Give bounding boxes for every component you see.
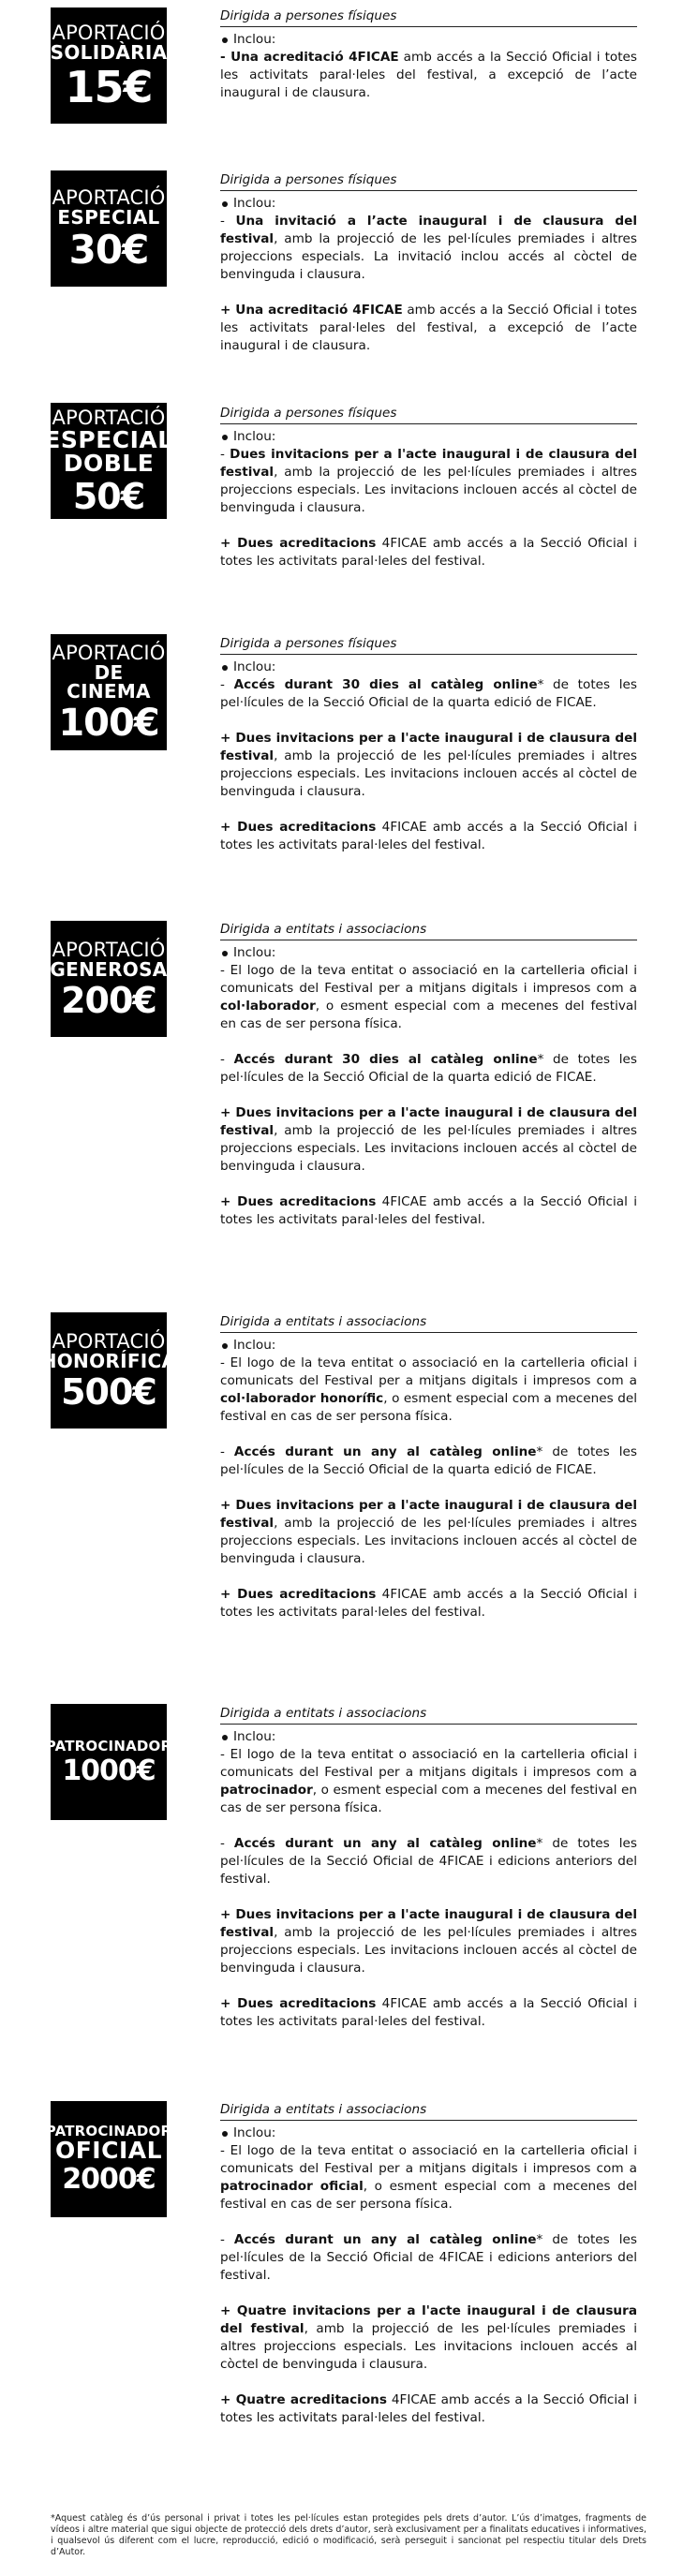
badge-label: PATROCINADOR — [45, 1737, 172, 1754]
benefit-highlight: + Dues acreditacions — [220, 1194, 377, 1209]
benefit-item — [220, 49, 637, 102]
badge-amount: 30€ — [68, 226, 149, 273]
benefit-text: - — [220, 1444, 234, 1459]
benefit-text: , amb la projecció de les pel·lícules premiades i altres projeccions especials. Les invitacions inclouen accés al còctel de benvinguda i clausura. — [220, 465, 637, 515]
benefit-item — [220, 1906, 637, 1977]
benefit-item — [220, 1497, 637, 1568]
benefit-highlight: + Dues invitacions per a l'acte inaugural i de clausura del festival — [220, 1105, 637, 1138]
benefit-item — [220, 962, 637, 1033]
includes-heading: Inclou: — [220, 1728, 637, 1746]
badge-label: DE CINEMA — [67, 660, 151, 703]
badge-amount: 500€ — [61, 1370, 156, 1413]
benefit-text: * de totes les pel·lícules de la Secció Oficial de la quarta edició de FICAE. — [220, 677, 637, 710]
tier-details — [220, 7, 637, 120]
target-audience: Dirigida a entitats i associacions — [220, 1313, 637, 1333]
benefit-text: 4FICAE amb accés a la Secció Oficial i totes les activitats paral·leles del festival. — [220, 1194, 638, 1227]
tier-badge — [40, 1312, 177, 1429]
footnote: *Aquest catàleg és d’ús personal i privat i totes les pel·lícules estan protegides pels drets d’autor. L’ús d’imatges, fragments de vídeos i altre material que sigui objecte de protecció dels drets d’autor, serà exclusivament per a finalitats educatives i informatives, i qualsevol ús diferent com el lucre, reproducció, edició o modificació, serà perseguit i sancionat pel respectiu titular dels Drets d’Autor. — [51, 2513, 646, 2557]
benefit-item — [220, 2231, 637, 2285]
badge-label: ESPECIAL — [44, 425, 173, 453]
benefit-text: 4FICAE amb accés a la Secció Oficial i totes les activitats paral·leles del festival. — [220, 1996, 638, 2029]
benefit-text: , amb la projecció de les pel·lícules premiades i altres projeccions especials. Les invitacions inclouen accés al còctel de benvinguda i clausura. — [220, 1123, 637, 1174]
badge-label: HONORÍFICA — [40, 1349, 177, 1372]
benefit-item — [220, 819, 637, 854]
tier-details — [220, 1313, 637, 1639]
tier-details — [220, 921, 637, 1247]
benefit-highlight: + Dues invitacions per a l'acte inaugural i de clausura del festival — [220, 1907, 637, 1940]
benefit-text: - — [220, 1836, 234, 1851]
benefit-highlight: + Dues acreditacions — [220, 1996, 377, 2011]
benefit-text: - — [220, 677, 234, 692]
benefit-text: 4FICAE amb accés a la Secció Oficial i totes les activitats paral·leles del festival. — [220, 820, 638, 852]
benefit-text: , amb la projecció de les pel·lícules premiades i altres projeccions especials. La invitació inclou accés al còctel de benvinguda i clausura. — [220, 231, 637, 282]
benefit-highlight: col·laborador honorífic — [220, 1391, 384, 1406]
benefit-item — [220, 535, 637, 570]
badge-label: APORTACIÓ — [52, 641, 166, 664]
benefit-highlight: + Dues acreditacions — [220, 536, 377, 551]
benefit-text: - El logo de la teva entitat o associació en la cartelleria oficial i comunicats del Festival per a mitjans digitals i impresos com a — [220, 1747, 637, 1780]
benefit-item — [220, 1586, 637, 1621]
includes-heading: Inclou: — [220, 944, 637, 962]
benefit-text: , o esment especial com a mecenes del festival en cas de ser persona física. — [220, 2179, 637, 2212]
benefit-item — [220, 302, 637, 355]
benefit-highlight: + Quatre invitacions per a l'acte inaugural i de clausura del festival — [220, 2303, 637, 2336]
target-audience: Dirigida a persones físiques — [220, 635, 637, 655]
badge-label: APORTACIÓ — [52, 185, 166, 209]
badge-amount: 2000€ — [62, 2163, 156, 2196]
benefit-highlight: + Quatre acreditacions — [220, 2392, 387, 2407]
benefit-item — [220, 1835, 637, 1888]
benefit-highlight: col·laborador — [220, 999, 316, 1014]
benefit-text: 4FICAE amb accés a la Secció Oficial i totes les activitats paral·leles del festival. — [220, 536, 638, 569]
benefit-highlight: Accés durant 30 dies al catàleg online — [233, 677, 538, 692]
benefit-text: , amb la projecció de les pel·lícules premiades i altres projeccions especials. Les invitacions inclouen accés al còctel de benvinguda i clausura. — [220, 2321, 637, 2372]
benefit-text: * de totes les pel·lícules de la Secció Oficial de 4FICAE i edicions anteriors del festival. — [220, 2232, 637, 2283]
badge-label: OFICIAL — [54, 2137, 163, 2164]
benefit-item — [220, 213, 637, 284]
benefit-highlight: + Dues acreditacions — [220, 1587, 377, 1602]
tier-badge — [51, 634, 167, 750]
tier-badge — [51, 921, 167, 1037]
benefit-text: - El logo de la teva entitat o associació en la cartelleria oficial i comunicats del Festival per a mitjans digitals i impresos com a — [220, 2143, 637, 2176]
benefit-item — [220, 676, 637, 712]
benefit-highlight: Accés durant 30 dies al catàleg online — [233, 1052, 538, 1067]
benefit-text: , o esment especial com a mecenes del festival en cas de ser persona física. — [220, 999, 637, 1031]
benefit-text: - — [220, 214, 236, 229]
tier-details — [220, 2101, 637, 2445]
badge-label: SOLIDÀRIA — [50, 40, 168, 64]
includes-heading: Inclou: — [220, 659, 637, 676]
tier-badge — [45, 2101, 172, 2217]
benefit-highlight: Accés durant un any al catàleg online — [233, 2232, 537, 2247]
tier-details — [220, 171, 637, 373]
benefit-highlight: Accés durant un any al catàleg online — [233, 1444, 537, 1459]
benefit-highlight: patrocinador — [220, 1783, 313, 1798]
benefit-text: - — [220, 447, 230, 462]
benefit-text: , o esment especial com a mecenes del festival en cas de ser persona física. — [220, 1391, 637, 1424]
badge-amount: 1000€ — [62, 1754, 156, 1787]
benefit-text: amb accés a la Secció Oficial i totes les activitats paral·leles del festival, a excepció de l’acte inaugural i de clausura. — [220, 50, 637, 100]
benefit-item — [220, 1104, 637, 1176]
badge-label: GENEROSA — [50, 957, 168, 981]
badge-label: APORTACIÓ — [52, 406, 166, 429]
target-audience: Dirigida a entitats i associacions — [220, 921, 637, 940]
benefit-highlight: Dues invitacions per a l'acte inaugural i de clausura del festival — [220, 447, 637, 480]
badge-label: APORTACIÓ — [52, 938, 166, 961]
badge-amount: 100€ — [58, 701, 159, 745]
benefit-text: * de totes les pel·lícules de la Secció Oficial de 4FICAE i edicions anteriors del festival. — [220, 1836, 637, 1887]
benefit-item — [220, 446, 637, 517]
benefit-highlight: + Una acreditació 4FICAE — [220, 303, 403, 318]
benefit-highlight: + Dues invitacions per a l'acte inaugural i de clausura del festival — [220, 1498, 637, 1531]
tier-badge — [44, 403, 173, 519]
badge-label: APORTACIÓ — [52, 21, 166, 44]
badge-label: PATROCINADOR — [45, 2123, 172, 2139]
benefit-highlight: patrocinador oficial — [220, 2179, 364, 2194]
badge-amount: 50€ — [72, 475, 145, 517]
benefit-text: 4FICAE amb accés a la Secció Oficial i totes les activitats paral·leles del festival. — [220, 2392, 637, 2425]
benefit-highlight: - Una acreditació 4FICAE — [220, 50, 399, 65]
badge-label: APORTACIÓ — [52, 1329, 166, 1353]
badge-amount: 15€ — [65, 61, 153, 112]
target-audience: Dirigida a persones físiques — [220, 171, 637, 191]
includes-heading: Inclou: — [220, 2124, 637, 2142]
target-audience: Dirigida a persones físiques — [220, 7, 637, 27]
benefit-highlight: Una invitació a l’acte inaugural i de clausura del festival — [220, 214, 637, 246]
includes-heading: Inclou: — [220, 195, 637, 213]
benefit-item — [220, 2391, 637, 2427]
benefit-item — [220, 1193, 637, 1229]
badge-label: DOBLE — [63, 449, 155, 477]
benefit-text: , o esment especial com a mecenes del festival en cas de ser persona física. — [220, 1783, 637, 1815]
benefit-text: , amb la projecció de les pel·lícules premiades i altres projeccions especials. Les invitacions inclouen accés al còctel de benvinguda i clausura. — [220, 1516, 637, 1566]
includes-heading: Inclou: — [220, 31, 637, 49]
benefit-text: 4FICAE amb accés a la Secció Oficial i totes les activitats paral·leles del festival. — [220, 1587, 638, 1620]
target-audience: Dirigida a entitats i associacions — [220, 2101, 637, 2121]
benefit-item — [220, 2142, 637, 2213]
benefit-text: * de totes les pel·lícules de la Secció Oficial de la quarta edició de FICAE. — [220, 1444, 637, 1477]
tier-details — [220, 635, 637, 872]
tier-details — [220, 405, 637, 588]
benefit-text: , amb la projecció de les pel·lícules premiades i altres projeccions especials. Les invitacions inclouen accés al còctel de benvinguda i clausura. — [220, 1925, 637, 1976]
target-audience: Dirigida a persones físiques — [220, 405, 637, 424]
includes-heading: Inclou: — [220, 428, 637, 446]
badge-label: ESPECIAL — [57, 205, 160, 229]
benefit-text: - El logo de la teva entitat o associació en la cartelleria oficial i comunicats del Festival per a mitjans digitals i impresos com a — [220, 963, 637, 996]
benefit-text: * de totes les pel·lícules de la Secció Oficial de la quarta edició de FICAE. — [220, 1052, 637, 1085]
benefit-item — [220, 1995, 637, 2031]
badge-amount: 200€ — [61, 979, 156, 1021]
benefit-item — [220, 730, 637, 801]
benefit-text: - — [220, 2232, 234, 2247]
benefit-highlight: Accés durant un any al catàleg online — [233, 1836, 537, 1851]
tier-details — [220, 1705, 637, 2049]
benefit-item — [220, 1355, 637, 1426]
tier-badge — [51, 7, 167, 124]
benefit-item — [220, 1051, 637, 1087]
benefit-highlight: + Dues invitacions per a l'acte inaugural i de clausura del festival — [220, 731, 637, 763]
target-audience: Dirigida a entitats i associacions — [220, 1705, 637, 1725]
benefit-item — [220, 2302, 637, 2374]
benefit-item — [220, 1443, 637, 1479]
includes-heading: Inclou: — [220, 1337, 637, 1355]
tier-badge — [51, 170, 167, 287]
benefit-text: - — [220, 1052, 234, 1067]
benefit-text: amb accés a la Secció Oficial i totes les activitats paral·leles del festival, a excepció de l’acte inaugural i de clausura. — [220, 303, 637, 353]
benefit-highlight: + Dues acreditacions — [220, 820, 377, 835]
benefit-text: , amb la projecció de les pel·lícules premiades i altres projeccions especials. Les invitacions inclouen accés al còctel de benvinguda i clausura. — [220, 748, 637, 799]
tier-badge — [45, 1704, 172, 1820]
benefit-text: - El logo de la teva entitat o associació en la cartelleria oficial i comunicats del Festival per a mitjans digitals i impresos com a — [220, 1355, 637, 1388]
benefit-item — [220, 1746, 637, 1817]
